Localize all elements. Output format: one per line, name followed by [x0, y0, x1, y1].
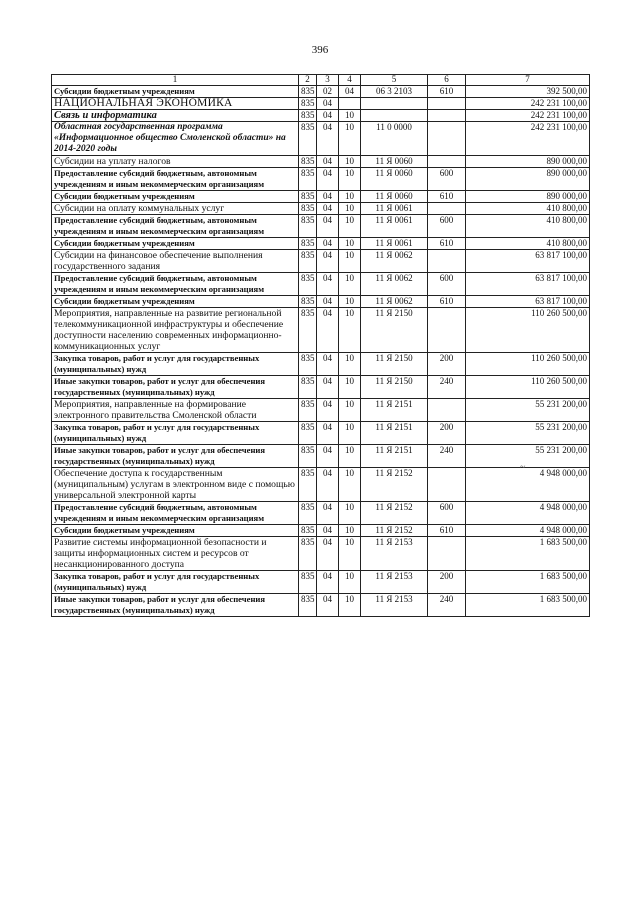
row-amount: 242 231 100,00 — [466, 98, 590, 110]
row-target-article: 11 Я 0061 — [361, 238, 428, 250]
table-row — [52, 273, 590, 296]
row-subsection-code: 10 — [339, 122, 361, 156]
row-ministry-code: 835 — [299, 537, 317, 571]
table-row — [52, 238, 590, 250]
row-expense-type: 600 — [428, 215, 466, 238]
column-header: 7 — [466, 75, 590, 86]
row-expense-type: 200 — [428, 353, 466, 376]
pen-mark: ~ — [520, 462, 526, 473]
row-ministry-code: 835 — [299, 376, 317, 399]
row-subsection-code: 10 — [339, 468, 361, 502]
row-subsection-code: 10 — [339, 525, 361, 537]
row-target-article: 11 Я 0060 — [361, 168, 428, 191]
row-target-article: 06 3 2103 — [361, 86, 428, 98]
row-subsection-code: 10 — [339, 203, 361, 215]
row-name-cell: Субсидии на оплату коммунальных услуг — [52, 203, 299, 215]
row-name-cell: Связь и информатика — [52, 110, 299, 122]
row-expense-type — [428, 399, 466, 422]
row-amount: 1 683 500,00 — [466, 594, 590, 617]
row-expense-type — [428, 156, 466, 168]
row-amount: 110 260 500,00 — [466, 308, 590, 353]
table-row — [52, 308, 590, 353]
row-section-code: 04 — [317, 571, 339, 594]
row-target-article: 11 Я 2153 — [361, 594, 428, 617]
row-amount: 242 231 100,00 — [466, 122, 590, 156]
row-target-article: 11 Я 0061 — [361, 215, 428, 238]
row-target-article: 11 Я 2150 — [361, 308, 428, 353]
table-row — [52, 399, 590, 422]
row-amount: 1 683 500,00 — [466, 571, 590, 594]
row-expense-type — [428, 203, 466, 215]
table-row — [52, 353, 590, 376]
row-amount: 410 800,00 — [466, 238, 590, 250]
table-row — [52, 468, 590, 502]
row-name-cell: Закупка товаров, работ и услуг для государственных (муниципальных) нужд — [52, 353, 299, 376]
row-target-article: 11 Я 2150 — [361, 353, 428, 376]
row-amount: 63 817 100,00 — [466, 250, 590, 273]
row-section-code: 04 — [317, 296, 339, 308]
row-ministry-code: 835 — [299, 110, 317, 122]
table-row — [52, 203, 590, 215]
row-section-code: 04 — [317, 594, 339, 617]
row-amount: 110 260 500,00 — [466, 376, 590, 399]
row-name-cell: Иные закупки товаров, работ и услуг для обеспечения государственных (муниципальных) нужд — [52, 376, 299, 399]
row-subsection-code: 10 — [339, 238, 361, 250]
row-expense-type — [428, 122, 466, 156]
row-name-cell: Субсидии бюджетным учреждениям — [52, 191, 299, 203]
row-amount: 392 500,00 — [466, 86, 590, 98]
row-expense-type: 200 — [428, 422, 466, 445]
row-section-code: 04 — [317, 122, 339, 156]
row-expense-type: 610 — [428, 525, 466, 537]
column-header: 1 — [52, 75, 299, 86]
row-section-code: 04 — [317, 203, 339, 215]
row-subsection-code: 10 — [339, 308, 361, 353]
row-name-cell: Субсидии бюджетным учреждениям — [52, 86, 299, 98]
row-ministry-code: 835 — [299, 445, 317, 468]
row-target-article — [361, 110, 428, 122]
row-ministry-code: 835 — [299, 468, 317, 502]
row-subsection-code — [339, 98, 361, 110]
row-section-code: 04 — [317, 156, 339, 168]
row-ministry-code: 835 — [299, 571, 317, 594]
table-row — [52, 571, 590, 594]
row-section-code: 04 — [317, 422, 339, 445]
row-target-article: 11 Я 2152 — [361, 468, 428, 502]
row-subsection-code: 10 — [339, 422, 361, 445]
table-row — [52, 502, 590, 525]
row-expense-type: 240 — [428, 376, 466, 399]
row-ministry-code: 835 — [299, 168, 317, 191]
row-ministry-code: 835 — [299, 296, 317, 308]
table-row — [52, 98, 590, 110]
row-section-code: 04 — [317, 353, 339, 376]
table-row — [52, 376, 590, 399]
row-section-code: 04 — [317, 502, 339, 525]
column-header: 6 — [428, 75, 466, 86]
row-amount: 63 817 100,00 — [466, 296, 590, 308]
row-name-cell: Развитие системы информационной безопасности и защиты информационных систем и ресурсов от несанкционированного доступа — [52, 537, 299, 571]
row-subsection-code: 10 — [339, 168, 361, 191]
row-ministry-code: 835 — [299, 86, 317, 98]
row-expense-type — [428, 468, 466, 502]
table-row — [52, 110, 590, 122]
table-row — [52, 445, 590, 468]
row-subsection-code: 10 — [339, 399, 361, 422]
column-header: 4 — [339, 75, 361, 86]
row-name-cell: Иные закупки товаров, работ и услуг для обеспечения государственных (муниципальных) нужд — [52, 445, 299, 468]
row-subsection-code: 10 — [339, 110, 361, 122]
table-row — [52, 168, 590, 191]
row-expense-type: 600 — [428, 168, 466, 191]
row-subsection-code: 10 — [339, 571, 361, 594]
row-section-code: 04 — [317, 98, 339, 110]
row-ministry-code: 835 — [299, 399, 317, 422]
row-amount: 410 800,00 — [466, 215, 590, 238]
row-section-code: 04 — [317, 468, 339, 502]
row-amount: 4 948 000,00 — [466, 525, 590, 537]
row-target-article: 11 Я 2151 — [361, 445, 428, 468]
table-row — [52, 525, 590, 537]
row-ministry-code: 835 — [299, 273, 317, 296]
row-subsection-code: 10 — [339, 376, 361, 399]
row-subsection-code: 10 — [339, 296, 361, 308]
row-name-cell: Субсидии бюджетным учреждениям — [52, 296, 299, 308]
row-expense-type — [428, 98, 466, 110]
row-subsection-code: 10 — [339, 191, 361, 203]
row-expense-type: 240 — [428, 445, 466, 468]
row-ministry-code: 835 — [299, 203, 317, 215]
table-row — [52, 422, 590, 445]
row-name-cell: Обеспечение доступа к государственным (муниципальным) услугам в электронном виде с помощью универсальной электронной карты — [52, 468, 299, 502]
row-target-article: 11 Я 2151 — [361, 399, 428, 422]
row-ministry-code: 835 — [299, 594, 317, 617]
table-row — [52, 215, 590, 238]
row-name-cell: Субсидии бюджетным учреждениям — [52, 525, 299, 537]
row-subsection-code: 10 — [339, 215, 361, 238]
row-target-article: 11 Я 2152 — [361, 525, 428, 537]
table-row — [52, 296, 590, 308]
row-expense-type — [428, 250, 466, 273]
row-ministry-code: 835 — [299, 502, 317, 525]
row-amount: 4 948 000,00 — [466, 468, 590, 502]
row-expense-type — [428, 308, 466, 353]
row-target-article: 11 Я 0061 — [361, 203, 428, 215]
table-row — [52, 156, 590, 168]
row-amount: 890 000,00 — [466, 168, 590, 191]
row-target-article: 11 Я 2153 — [361, 571, 428, 594]
row-section-code: 04 — [317, 215, 339, 238]
table-row — [52, 537, 590, 571]
row-amount: 63 817 100,00 — [466, 273, 590, 296]
row-section-code: 04 — [317, 445, 339, 468]
row-subsection-code: 10 — [339, 537, 361, 571]
row-ministry-code: 835 — [299, 122, 317, 156]
row-ministry-code: 835 — [299, 238, 317, 250]
row-expense-type: 240 — [428, 594, 466, 617]
row-amount: 55 231 200,00 — [466, 422, 590, 445]
row-subsection-code: 10 — [339, 594, 361, 617]
row-name-cell: Закупка товаров, работ и услуг для государственных (муниципальных) нужд — [52, 571, 299, 594]
row-ministry-code: 835 — [299, 98, 317, 110]
row-name-cell: Мероприятия, направленные на формирование электронного правительства Смоленской области — [52, 399, 299, 422]
row-subsection-code: 10 — [339, 273, 361, 296]
row-amount: 55 231 200,00 — [466, 445, 590, 468]
row-subsection-code: 10 — [339, 353, 361, 376]
budget-table — [51, 74, 590, 617]
row-amount: 110 260 500,00 — [466, 353, 590, 376]
column-header: 2 — [299, 75, 317, 86]
row-section-code: 04 — [317, 525, 339, 537]
row-subsection-code: 10 — [339, 502, 361, 525]
row-expense-type: 610 — [428, 238, 466, 250]
row-name-cell: Субсидии бюджетным учреждениям — [52, 238, 299, 250]
row-section-code: 02 — [317, 86, 339, 98]
row-target-article: 11 Я 2151 — [361, 422, 428, 445]
row-amount: 4 948 000,00 — [466, 502, 590, 525]
row-name-cell: Иные закупки товаров, работ и услуг для обеспечения государственных (муниципальных) нужд — [52, 594, 299, 617]
row-section-code: 04 — [317, 308, 339, 353]
row-expense-type: 610 — [428, 296, 466, 308]
row-target-article: 11 0 0000 — [361, 122, 428, 156]
row-section-code: 04 — [317, 376, 339, 399]
row-expense-type: 200 — [428, 571, 466, 594]
row-name-cell: Областная государственная программа «Информационное общество Смоленской области» на 2014-2020 годы — [52, 122, 299, 156]
row-target-article: 11 Я 2153 — [361, 537, 428, 571]
table-row — [52, 594, 590, 617]
row-section-code: 04 — [317, 250, 339, 273]
row-expense-type — [428, 110, 466, 122]
row-expense-type — [428, 537, 466, 571]
row-name-cell: Мероприятия, направленные на развитие региональной телекоммуникационной инфраструктуры и обеспечение доступности населению современных информационно-коммуникационных услуг — [52, 308, 299, 353]
row-ministry-code: 835 — [299, 191, 317, 203]
row-target-article: 11 Я 2150 — [361, 376, 428, 399]
row-subsection-code: 10 — [339, 445, 361, 468]
row-name-cell: Предоставление субсидий бюджетным, автономным учреждениям и иным некоммерческим организациям — [52, 168, 299, 191]
row-amount: 1 683 500,00 — [466, 537, 590, 571]
row-name-cell: Закупка товаров, работ и услуг для государственных (муниципальных) нужд — [52, 422, 299, 445]
row-section-code: 04 — [317, 238, 339, 250]
row-ministry-code: 835 — [299, 422, 317, 445]
table-header-row — [52, 75, 590, 86]
row-ministry-code: 835 — [299, 308, 317, 353]
row-section-code: 04 — [317, 110, 339, 122]
row-name-cell: НАЦИОНАЛЬНАЯ ЭКОНОМИКА — [52, 98, 299, 110]
column-header: 5 — [361, 75, 428, 86]
table-row — [52, 122, 590, 156]
row-ministry-code: 835 — [299, 250, 317, 273]
row-name-cell: Субсидии на уплату налогов — [52, 156, 299, 168]
row-expense-type: 600 — [428, 273, 466, 296]
row-target-article: 11 Я 0060 — [361, 191, 428, 203]
row-ministry-code: 835 — [299, 215, 317, 238]
row-section-code: 04 — [317, 537, 339, 571]
row-target-article: 11 Я 0060 — [361, 156, 428, 168]
table-row — [52, 86, 590, 98]
row-target-article: 11 Я 2152 — [361, 502, 428, 525]
row-subsection-code: 10 — [339, 156, 361, 168]
row-name-cell: Предоставление субсидий бюджетным, автономным учреждениям и иным некоммерческим организациям — [52, 215, 299, 238]
column-header: 3 — [317, 75, 339, 86]
row-subsection-code: 10 — [339, 250, 361, 273]
row-section-code: 04 — [317, 191, 339, 203]
row-ministry-code: 835 — [299, 525, 317, 537]
row-expense-type: 600 — [428, 502, 466, 525]
row-expense-type: 610 — [428, 191, 466, 203]
row-target-article: 11 Я 0062 — [361, 296, 428, 308]
row-name-cell: Предоставление субсидий бюджетным, автономным учреждениям и иным некоммерческим организациям — [52, 273, 299, 296]
row-amount: 890 000,00 — [466, 156, 590, 168]
row-target-article: 11 Я 0062 — [361, 250, 428, 273]
row-section-code: 04 — [317, 168, 339, 191]
row-amount: 890 000,00 — [466, 191, 590, 203]
row-section-code: 04 — [317, 399, 339, 422]
row-name-cell: Предоставление субсидий бюджетным, автономным учреждениям и иным некоммерческим организациям — [52, 502, 299, 525]
page-number: 396 — [311, 44, 329, 56]
row-section-code: 04 — [317, 273, 339, 296]
row-amount: 242 231 100,00 — [466, 110, 590, 122]
row-subsection-code: 04 — [339, 86, 361, 98]
row-ministry-code: 835 — [299, 353, 317, 376]
row-target-article: 11 Я 0062 — [361, 273, 428, 296]
row-target-article — [361, 98, 428, 110]
row-expense-type: 610 — [428, 86, 466, 98]
row-amount: 55 231 200,00 — [466, 399, 590, 422]
row-name-cell: Субсидии на финансовое обеспечение выполнения государственного задания — [52, 250, 299, 273]
row-amount: 410 800,00 — [466, 203, 590, 215]
table-row — [52, 191, 590, 203]
table-row — [52, 250, 590, 273]
row-ministry-code: 835 — [299, 156, 317, 168]
